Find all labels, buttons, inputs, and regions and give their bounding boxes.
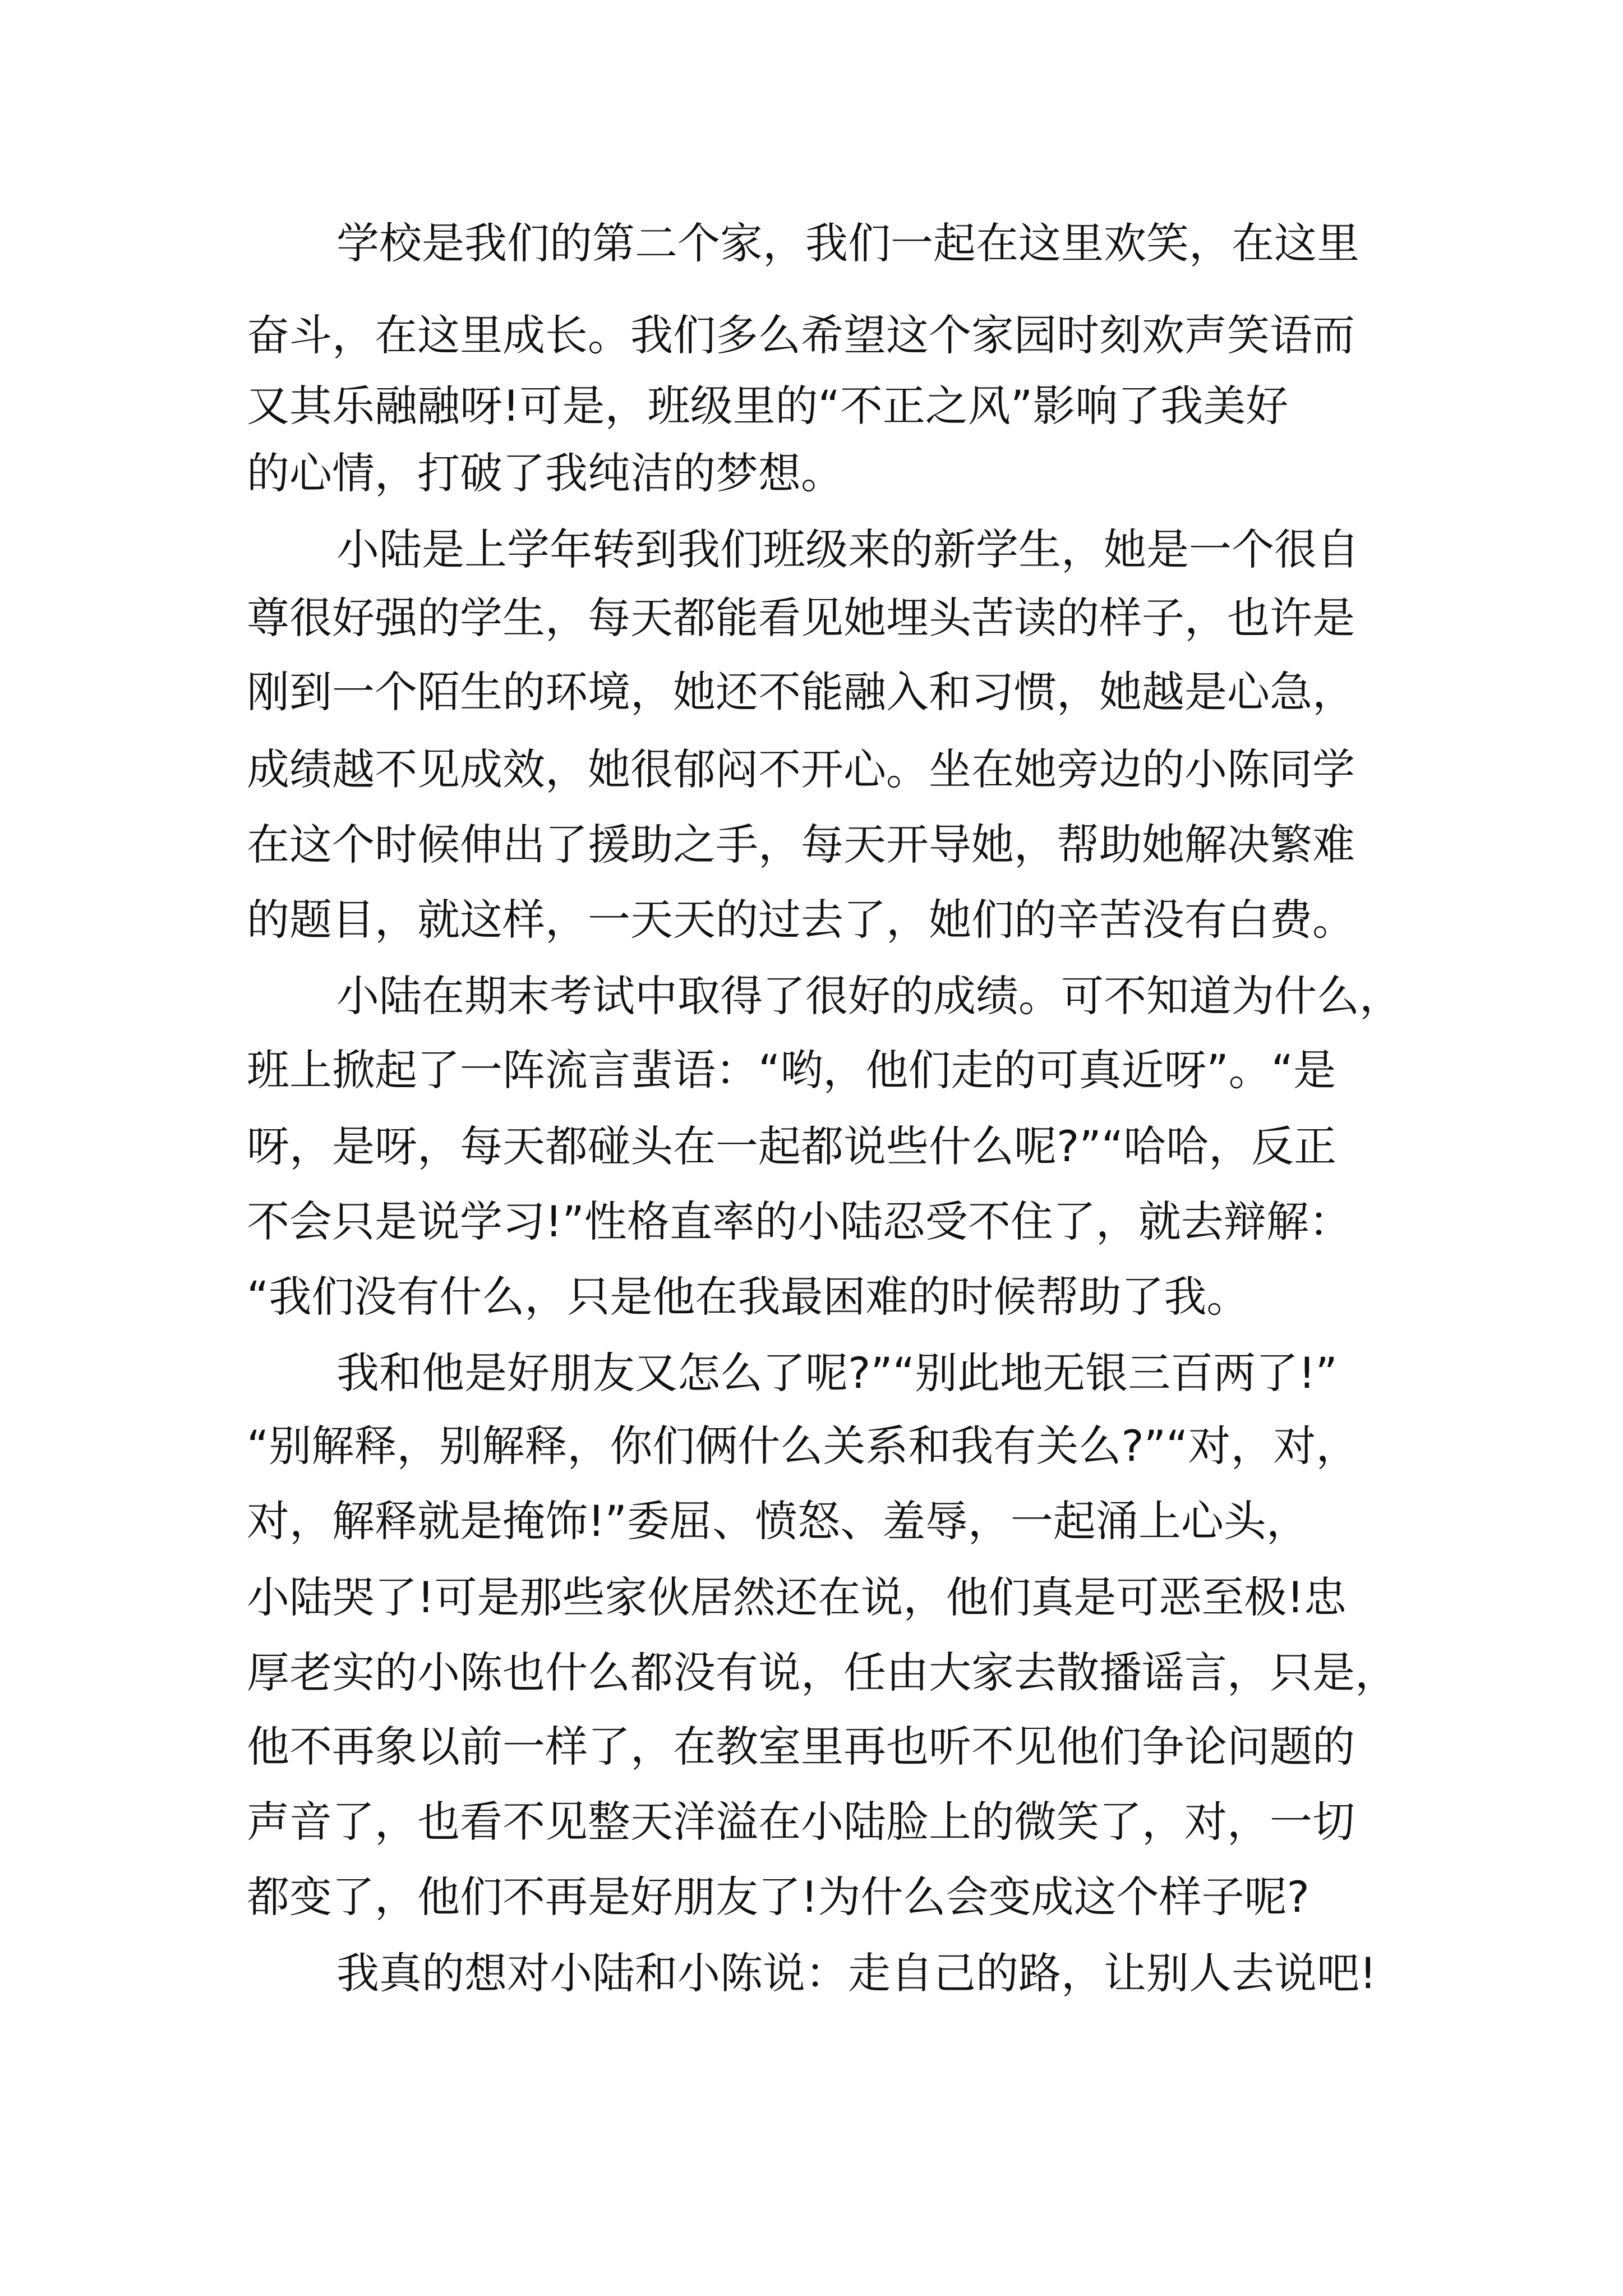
text-line: 我和他是好朋友又怎么了呢?”“别此地无银三百两了!” (336, 1348, 1338, 1398)
text-line: 班上掀起了一阵流言蜚语：“哟，他们走的可真近呀”。“是 (247, 1045, 1336, 1095)
text-line: 小陆是上学年转到我们班级来的新学生，她是一个很自 (336, 524, 1359, 574)
text-line: 我真的想对小陆和小陈说：走自己的路，让别人去说吧! (336, 1948, 1377, 1998)
text-line: 呀，是呀，每天都碰头在一起都说些什么呢?”“哈哈，反正 (247, 1121, 1337, 1171)
text-line: 不会只是说学习!”性格直率的小陆忍受不住了，就去辩解： (247, 1197, 1352, 1246)
text-line: 厚老实的小陈也什么都没有说，任由大家去散播谣言，只是， (247, 1648, 1398, 1697)
text-line: 小陆哭了!可是那些家伙居然还在说，他们真是可恶至极!忠 (247, 1572, 1347, 1622)
text-line: “别解释，别解释，你们俩什么关系和我有关么?”“对，对， (247, 1421, 1359, 1471)
text-line: 在这个时候伸出了援助之手，每天开导她，帮助她解决繁难 (247, 820, 1355, 869)
text-line: 又其乐融融呀!可是，班级里的“不正之风”影响了我美好 (247, 381, 1289, 431)
text-line: 对，解释就是掩饰!”委屈、愤怒、羞辱，一起涌上心头， (247, 1496, 1309, 1546)
text-line: 的题目，就这样，一天天的过去了，她们的辛苦没有白费。 (247, 895, 1355, 945)
text-line: 学校是我们的第二个家，我们一起在这里欢笑，在这里 (336, 218, 1359, 268)
text-line: 他不再象以前一样了，在教室里再也听不见他们争论问题的 (247, 1722, 1355, 1772)
text-line: 尊很好强的学生，每天都能看见她埋头苦读的样子，也许是 (247, 593, 1355, 643)
text-line: 都变了，他们不再是好朋友了!为什么会变成这个样子呢? (247, 1872, 1310, 1922)
text-line: 成绩越不见成效，她很郁闷不开心。坐在她旁边的小陈同学 (247, 744, 1355, 794)
text-line: “我们没有什么，只是他在我最困难的时候帮助了我。 (247, 1272, 1249, 1322)
text-line: 奋斗，在这里成长。我们多么希望这个家园时刻欢声笑语而 (247, 310, 1355, 360)
text-line: 声音了，也看不见整天洋溢在小陆脸上的微笑了，对，一切 (247, 1797, 1355, 1847)
text-line: 刚到一个陌生的环境，她还不能融入和习惯，她越是心急， (247, 667, 1355, 717)
text-line: 小陆在期末考试中取得了很好的成绩。可不知道为什么， (336, 971, 1402, 1021)
text-line: 的心情，打破了我纯洁的梦想。 (247, 448, 843, 498)
